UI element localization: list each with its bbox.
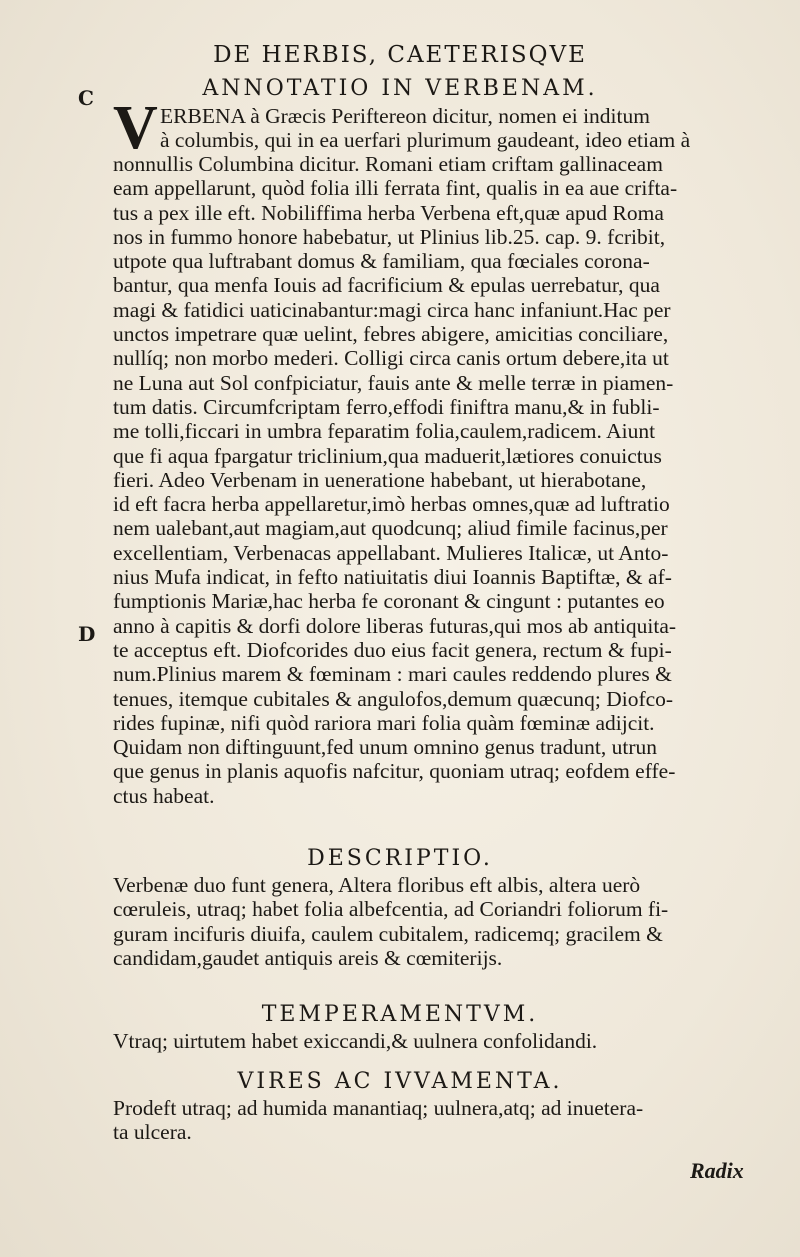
text-line: cœruleis, utraq; habet folia albefcentia, ad Coriandri foliorum fi-: [113, 897, 669, 922]
text-line: ne Luna aut Sol confpiciatur, fauis ante & melle terræ in piamen-: [113, 370, 674, 395]
text-line: id eft facra herba appellaretur,imò herbas omnes,quæ ad luftratio: [113, 492, 670, 517]
text-line: nonnullis Columbina dicitur. Romani etiam criftam gallinaceam: [113, 152, 663, 176]
running-head: DE HERBIS, CAETERISQVE: [213, 42, 587, 68]
text-line: que fi aqua fpargatur triclinium,qua maduerit,lætiores conuictus: [113, 443, 662, 468]
text-line: anno à capitis & dorfi dolore liberas futuras,qui mos ab antiquita-: [113, 613, 677, 638]
text-line: unctos impetrare quæ uelint, febres abigere, amicitias conciliare,: [113, 322, 669, 347]
annotatio-second-line: à columbis, qui in ea uerfari plurimum gaudeant, ideo etiam à: [160, 128, 691, 152]
drop-capital: V: [113, 94, 158, 162]
text-line: Verbenæ duo funt genera, Altera floribus eft albis, altera uerò: [113, 873, 641, 897]
text-line: tenues, itemque cubitales & angulofos,demum quæcunq; Diofco-: [113, 686, 674, 711]
text-line: tus a pex ille eft. Nobiliffima herba Verbena eft,quæ apud Roma: [113, 200, 664, 225]
text-line: excellentiam, Verbenacas appellabant. Mulieres Italicæ, ut Anto-: [113, 540, 669, 565]
temperamentum-title: TEMPERAMENTVM.: [261, 1002, 539, 1027]
text-line: candidam,gaudet antiquis areis & cœmiterijs.: [113, 945, 503, 970]
text-line: me tolli,ficcari in umbra feparatim folia,caulem,radicem. Aiunt: [113, 419, 656, 444]
text-line: rides fupinæ, nifi quòd rariora mari folia quàm fœminæ adijcit.: [113, 710, 655, 735]
text-line: fumptionis Mariæ,hac herba fe coronant & cingunt : putantes eo: [113, 589, 665, 614]
text-line: nullíq; non morbo mederi. Colligi circa canis ortum debere,ita ut: [113, 346, 669, 371]
annotatio-title: ANNOTATIO IN VERBENAM.: [202, 76, 598, 101]
text-line: que genus in planis aquofis nafcitur, quoniam utraq; eofdem effe-: [113, 759, 676, 784]
text-line: ctus habeat.: [113, 783, 215, 808]
text-line: Prodeft utraq; ad humida manantiaq; uulnera,atq; ad inuetera-: [113, 1096, 644, 1120]
text-line: te acceptus eft. Diofcorides duo eius facit genera, rectum & fupi-: [113, 637, 672, 662]
text-line: bantur, qua menfa Iouis ad facrificium & epulas uerrebatur, qua: [113, 273, 660, 298]
text-line: magi & fatidici uaticinabantur:magi circa hanc infaniunt.Hac per: [113, 297, 671, 322]
text-line: num.Plinius marem & fœminam : mari caules reddendo plures &: [113, 662, 672, 687]
descriptio-body: [113, 873, 773, 970]
temperamentum-body: [113, 1029, 773, 1053]
text-line: ta ulcera.: [113, 1120, 192, 1145]
text-line: Quidam non diftinguunt,fed unum omnino genus tradunt, utrun: [113, 735, 658, 760]
vires-title: VIRES AC IVVAMENTA.: [237, 1069, 563, 1094]
annotatio-first-line: ERBENA à Græcis Periftereon dicitur, nomen ei inditum: [160, 104, 650, 128]
text-line: nem ualebant,aut magiam,aut quodcunq; aliud fimile facinus,per: [113, 516, 668, 541]
catchword: Radix: [690, 1158, 744, 1183]
text-line: utpote qua luftrabant domus & familiam, qua fœciales corona-: [113, 249, 650, 274]
margin-letter-d: D: [78, 622, 96, 646]
margin-letter-c: C: [78, 86, 94, 110]
text-line: eam appellarunt, quòd folia illi ferrata fint, qualis in ea aue crifta-: [113, 176, 678, 201]
text-line: Vtraq; uirtutem habet exiccandi,& uulnera confolidandi.: [113, 1029, 598, 1053]
text-line: nos in fummo honore habebatur, ut Plinius lib.25. cap. 9. fcribit,: [113, 224, 666, 249]
annotatio-body: [113, 152, 773, 808]
vires-body: [113, 1096, 773, 1145]
text-line: fieri. Adeo Verbenam in ueneratione habebant, ut hierabotane,: [113, 467, 647, 492]
text-line: tum datis. Circumfcriptam ferro,effodi finiftra manu,& in fubli-: [113, 394, 660, 419]
descriptio-title: DESCRIPTIO.: [307, 846, 493, 871]
text-line: guram incifuris diuifa, caulem cubitalem, radicemq; gracilem &: [113, 921, 663, 946]
text-line: nius Mufa indicat, in fefto natiuitatis diui Ioannis Baptiftæ, & af-: [113, 565, 672, 590]
